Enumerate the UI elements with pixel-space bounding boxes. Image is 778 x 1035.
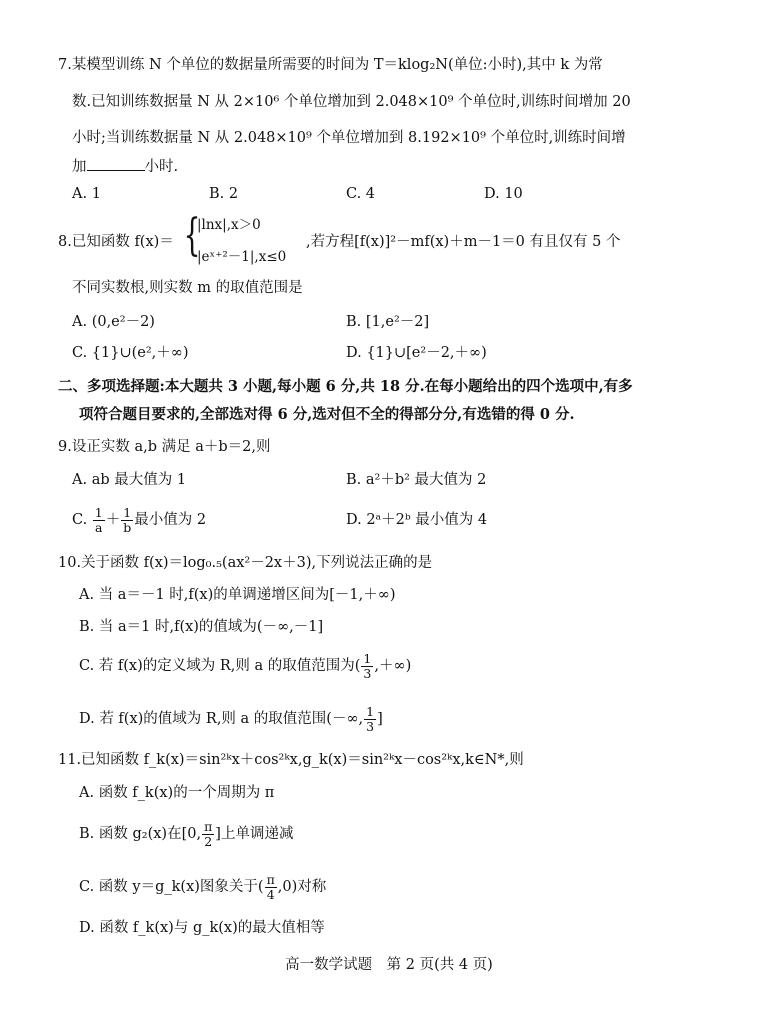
q8-case1: |lnx|,x＞0: [197, 217, 261, 233]
fraction: [364, 705, 376, 734]
q7-option-d: D. 10: [484, 186, 523, 202]
fraction-numerator: 1: [94, 504, 103, 520]
q7-stem-line2: 数.已知训练数据量 N 从 2×10⁶ 个单位增加到 2.048×10⁹ 个单位时,训练时间增加 20: [72, 94, 631, 110]
q8-case2: |eˣ⁺²－1|,x≤0: [197, 249, 287, 265]
fraction-numerator: 1: [366, 703, 375, 719]
answer-blank: [87, 156, 145, 171]
fraction-denominator: b: [123, 519, 132, 535]
fraction-denominator: a: [95, 519, 103, 535]
q8-option-a: A. (0,e²－2): [72, 314, 155, 330]
q8-suffix: ,若方程[f(x)]²－mf(x)＋m－1＝0 有且仅有 5 个: [306, 234, 621, 250]
q10-stem: 10.关于函数 f(x)＝log₀.₅(ax²－2x＋3),下列说法正确的是: [58, 555, 433, 571]
q11-optb-post: ]上单调递减: [215, 826, 294, 842]
fraction-denominator: 3: [363, 665, 372, 681]
page-footer: 高一数学试题 第 2 页(共 4 页): [285, 957, 493, 973]
fraction-denominator: 3: [366, 718, 375, 734]
q10-option-c: [79, 648, 411, 684]
q10-option-a: A. 当 a＝－1 时,f(x)的单调递增区间为[－1,＋∞): [79, 587, 396, 603]
q7-line4-post: 小时.: [144, 159, 179, 175]
q8-option-b: B. [1,e²－2]: [346, 314, 430, 330]
fraction-numerator: π: [266, 871, 275, 887]
fraction-numerator: 1: [363, 650, 372, 666]
q9-optc-text: 最小值为 2: [134, 512, 207, 528]
plus-sign: ＋: [105, 512, 121, 528]
q7-option-a: A. 1: [72, 186, 101, 202]
q10-optd-pre: D. 若 f(x)的值域为 R,则 a 的取值范围(－∞,: [79, 711, 364, 727]
q7-stem-line3: 小时;当训练数据量 N 从 2.048×10⁹ 个单位增加到 8.192×10⁹ 个单位时,训练时间增: [72, 130, 626, 146]
q10-option-b: B. 当 a＝1 时,f(x)的值域为(－∞,－1]: [79, 619, 324, 635]
q7-line4-pre: 加: [72, 159, 87, 175]
q11-option-d: D. 函数 f_k(x)与 g_k(x)的最大值相等: [79, 920, 325, 936]
q9-stem: 9.设正实数 a,b 满足 a＋b＝2,则: [58, 439, 271, 455]
fraction-denominator: 2: [204, 833, 213, 849]
q8-option-c: C. {1}∪(e²,＋∞): [72, 345, 189, 361]
q9-option-a: A. ab 最大值为 1: [72, 472, 187, 488]
q11-optc-pre: C. 函数 y＝g_k(x)图象关于(: [79, 879, 264, 895]
q9-option-c: [72, 502, 206, 538]
q11-optb-pre: B. 函数 g₂(x)在[0,: [79, 826, 202, 842]
q9-option-d: D. 2ᵃ＋2ᵇ 最小值为 4: [346, 512, 488, 528]
q8-prefix: 8.已知函数 f(x)＝: [58, 234, 174, 250]
q10-optc-post: ,＋∞): [374, 658, 412, 674]
q11-option-b: [79, 816, 293, 852]
q11-option-a: A. 函数 f_k(x)的一个周期为 π: [79, 785, 275, 801]
q7-option-c: C. 4: [346, 186, 376, 202]
q8-option-d: D. {1}∪[e²－2,＋∞): [346, 345, 487, 361]
section-heading-line1: 二、多项选择题:本大题共 3 小题,每小题 6 分,共 18 分.在每小题给出的四个选项中,有多: [58, 378, 633, 395]
q7-option-b: B. 2: [209, 186, 239, 202]
fraction-numerator: 1: [121, 506, 133, 521]
fraction: [121, 506, 133, 535]
q11-stem: 11.已知函数 f_k(x)＝sin²ᵏx＋cos²ᵏx,g_k(x)＝sin²ᵏx－cos²ᵏx,k∈N*,则: [58, 752, 524, 768]
q9-option-b: B. a²＋b² 最大值为 2: [346, 472, 487, 488]
q11-optc-post: ,0)对称: [277, 879, 327, 895]
fraction: [93, 506, 105, 535]
fraction: [265, 873, 277, 902]
fraction-numerator: π: [204, 818, 213, 834]
section-heading-line2: 项符合题目要求的,全部选对得 6 分,选对但不全的得部分分,有选错的得 0 分.: [79, 406, 575, 423]
q10-optd-post: ]: [377, 711, 383, 727]
q7-stem-line4: [72, 156, 178, 177]
left-brace: {: [183, 210, 201, 261]
fraction: [202, 820, 214, 849]
q10-optc-pre: C. 若 f(x)的定义域为 R,则 a 的取值范围为(: [79, 658, 361, 674]
q9-optc-label: C.: [72, 512, 88, 528]
q8-stem-line2: 不同实数根,则实数 m 的取值范围是: [72, 280, 303, 296]
fraction-denominator: 4: [266, 886, 275, 902]
q11-option-c: [79, 869, 326, 905]
q7-stem-line1: 7.某模型训练 N 个单位的数据量所需要的时间为 T＝klog₂N(单位:小时),其中 k 为常: [58, 57, 603, 73]
fraction: [361, 652, 373, 681]
q10-option-d: [79, 701, 383, 737]
